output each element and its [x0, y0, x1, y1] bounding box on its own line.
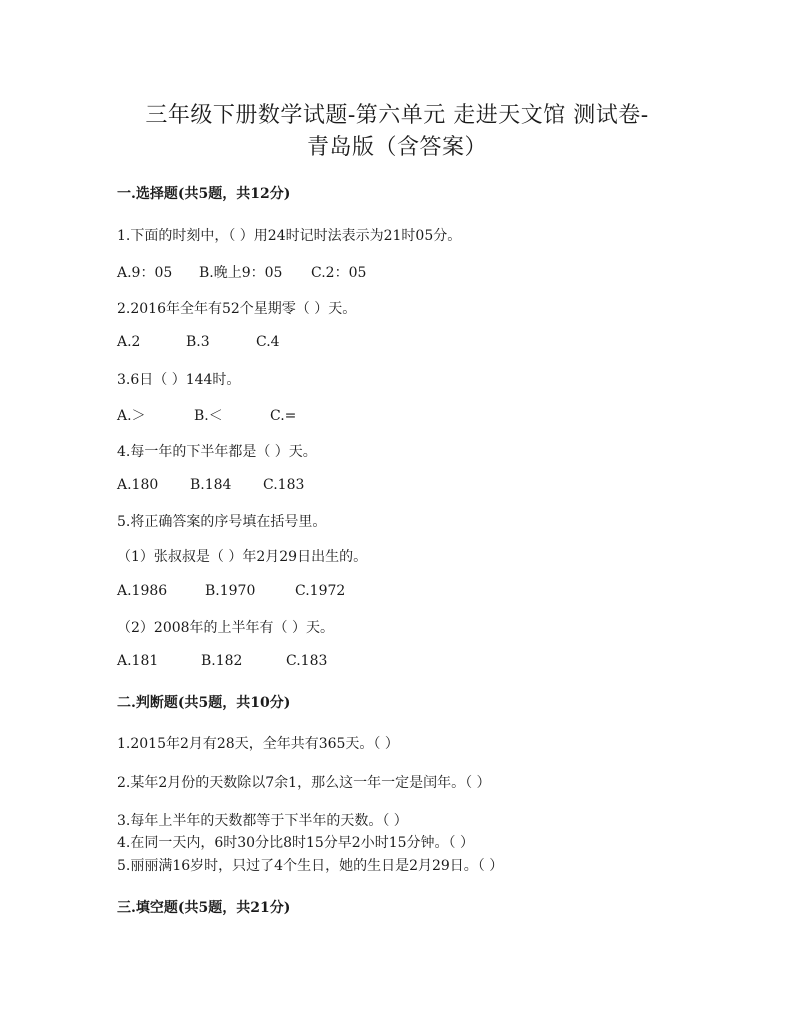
option-a: A.9：05	[117, 265, 173, 281]
option-b: B.184	[190, 477, 232, 493]
option-a: A.＞	[117, 408, 146, 424]
option-b: B.＜	[194, 408, 223, 424]
choice-question-1-options	[117, 262, 366, 282]
option-c: C.4	[256, 334, 280, 350]
section-heading-choice: 一.选择题(共5题，共12分)	[117, 186, 291, 202]
option-a: A.181	[117, 653, 159, 669]
choice-question-4: 4.每一年的下半年都是（ ）天。	[117, 444, 317, 460]
choice-question-5-part-2: （2）2008年的上半年有（ ）天。	[117, 620, 334, 636]
section-heading-judgment: 二.判断题(共5题，共10分)	[117, 695, 291, 711]
option-c: C.183	[263, 477, 305, 493]
option-c: C.183	[286, 653, 328, 669]
judgment-question-4: 4.在同一天内，6时30分比8时15分早2小时15分钟。（ ）	[117, 835, 474, 851]
option-c: C.=	[270, 408, 297, 424]
option-a: A.2	[117, 334, 141, 350]
option-b: B.3	[186, 334, 210, 350]
option-a: A.1986	[117, 583, 168, 599]
option-b: B.182	[201, 653, 243, 669]
option-c: C.1972	[295, 583, 346, 599]
choice-question-1: 1.下面的时刻中，（ ）用24时记时法表示为21时05分。	[117, 228, 462, 244]
choice-question-3-options	[117, 405, 296, 425]
choice-question-5: 5.将正确答案的序号填在括号里。	[117, 514, 327, 530]
choice-question-3: 3.6日（ ）144时。	[117, 372, 241, 388]
document-title-line-2: 青岛版（含答案）	[306, 135, 487, 160]
document-title-line-1: 三年级下册数学试题-第六单元 走进天文馆 测试卷-	[145, 103, 649, 128]
option-c: C.2：05	[311, 265, 367, 281]
option-b: B.1970	[205, 583, 256, 599]
section-heading-fill-in: 三.填空题(共5题，共21分)	[117, 900, 291, 916]
judgment-question-2: 2.某年2月份的天数除以7余1，那么这一年一定是闰年。（ ）	[117, 775, 491, 791]
choice-question-2: 2.2016年全年有52个星期零（ ）天。	[117, 301, 357, 317]
choice-question-5-part-2-options	[117, 653, 327, 669]
choice-question-5-part-1-options	[117, 583, 345, 599]
option-a: A.180	[117, 477, 159, 493]
judgment-question-1: 1.2015年2月有28天，全年共有365天。（ ）	[117, 736, 399, 752]
choice-question-2-options	[117, 334, 280, 350]
option-b: B.晚上9：05	[199, 265, 283, 281]
choice-question-4-options	[117, 477, 304, 493]
choice-question-5-part-1: （1）张叔叔是（ ）年2月29日出生的。	[117, 549, 368, 565]
judgment-question-3: 3.每年上半年的天数都等于下半年的天数。（ ）	[117, 813, 408, 829]
judgment-question-5: 5.丽丽满16岁时，只过了4个生日，她的生日是2月29日。（ ）	[117, 858, 504, 874]
